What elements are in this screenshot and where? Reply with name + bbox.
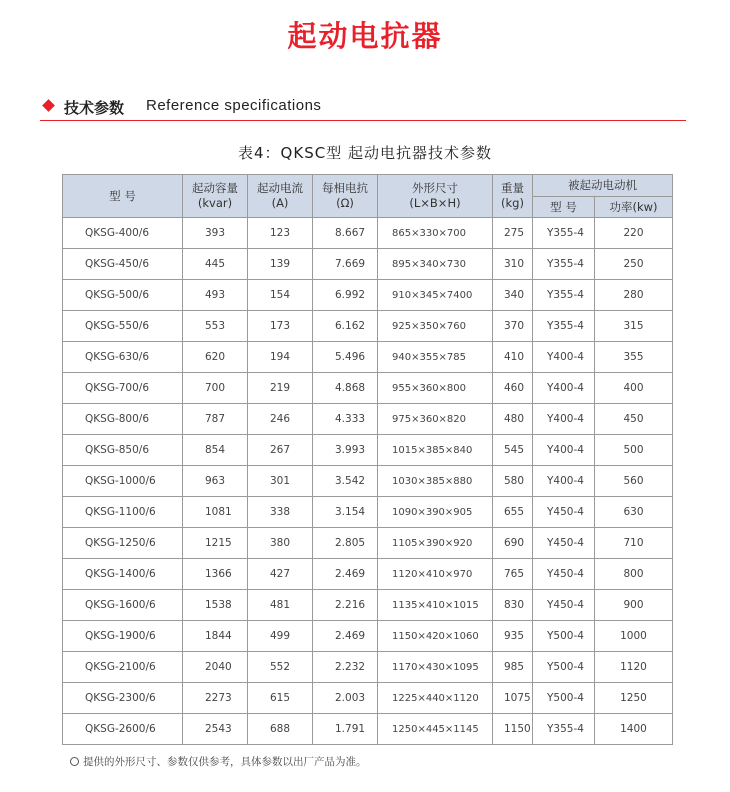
header-size-label: 外形尺寸 (412, 181, 458, 195)
cell-size: 1170×430×1095 (378, 652, 493, 683)
table-row (63, 714, 673, 745)
cell-motor-power: 355 (595, 342, 673, 373)
cell-model: QKSG-400/6 (63, 218, 183, 249)
header-capacity-unit: (kvar) (197, 196, 233, 210)
cell-current: 615 (248, 683, 313, 714)
cell-reactance: 2.469 (313, 559, 378, 590)
table-row (63, 218, 673, 249)
table-row (63, 373, 673, 404)
cell-size: 1150×420×1060 (378, 621, 493, 652)
header-reactance-unit: (Ω) (336, 196, 354, 210)
cell-model: QKSG-2300/6 (63, 683, 183, 714)
cell-reactance: 2.232 (313, 652, 378, 683)
cell-motor-power: 220 (595, 218, 673, 249)
table-row (63, 559, 673, 590)
cell-current: 219 (248, 373, 313, 404)
cell-motor-power: 1000 (595, 621, 673, 652)
table-row (63, 590, 673, 621)
cell-motor-power: 560 (595, 466, 673, 497)
cell-current: 301 (248, 466, 313, 497)
cell-motor-model: Y450-4 (533, 590, 595, 621)
cell-capacity: 1844 (183, 621, 248, 652)
cell-weight: 370 (493, 311, 533, 342)
cell-reactance: 2.003 (313, 683, 378, 714)
spec-table-body (63, 218, 673, 745)
header-reactance-label: 每相电抗 (322, 181, 368, 195)
cell-motor-model: Y500-4 (533, 621, 595, 652)
cell-weight: 1075 (493, 683, 533, 714)
header-model: 型 号 (63, 175, 183, 218)
cell-reactance: 1.791 (313, 714, 378, 745)
cell-model: QKSG-550/6 (63, 311, 183, 342)
cell-motor-model: Y450-4 (533, 559, 595, 590)
table-row (63, 652, 673, 683)
table-row (63, 528, 673, 559)
cell-current: 267 (248, 435, 313, 466)
cell-model: QKSG-850/6 (63, 435, 183, 466)
cell-size: 1120×410×970 (378, 559, 493, 590)
cell-reactance: 6.162 (313, 311, 378, 342)
cell-motor-model: Y450-4 (533, 528, 595, 559)
table-row (63, 249, 673, 280)
cell-size: 910×345×7400 (378, 280, 493, 311)
table-row (63, 435, 673, 466)
footnote-text: 提供的外形尺寸、参数仅供参考，具体参数以出厂产品为准。 (83, 756, 367, 768)
header-current-unit: (A) (271, 196, 289, 210)
cell-reactance: 2.216 (313, 590, 378, 621)
cell-current: 499 (248, 621, 313, 652)
cell-current: 688 (248, 714, 313, 745)
cell-size: 1225×440×1120 (378, 683, 493, 714)
cell-reactance: 5.496 (313, 342, 378, 373)
cell-weight: 690 (493, 528, 533, 559)
cell-motor-model: Y355-4 (533, 714, 595, 745)
cell-capacity: 1366 (183, 559, 248, 590)
cell-model: QKSG-1100/6 (63, 497, 183, 528)
cell-motor-power: 630 (595, 497, 673, 528)
cell-size: 1090×390×905 (378, 497, 493, 528)
cell-current: 246 (248, 404, 313, 435)
cell-capacity: 553 (183, 311, 248, 342)
cell-current: 481 (248, 590, 313, 621)
header-capacity (183, 175, 248, 218)
cell-weight: 310 (493, 249, 533, 280)
header-capacity-label: 起动容量 (192, 181, 238, 195)
cell-model: QKSG-700/6 (63, 373, 183, 404)
cell-model: QKSG-800/6 (63, 404, 183, 435)
cell-size: 975×360×820 (378, 404, 493, 435)
cell-size: 925×350×760 (378, 311, 493, 342)
section-header (40, 96, 686, 121)
cell-reactance: 6.992 (313, 280, 378, 311)
cell-motor-power: 710 (595, 528, 673, 559)
header-motor-model: 型 号 (533, 197, 595, 218)
page-title: 起动电抗器 (287, 19, 443, 53)
cell-motor-model: Y400-4 (533, 373, 595, 404)
cell-motor-power: 1120 (595, 652, 673, 683)
cell-motor-model: Y500-4 (533, 652, 595, 683)
diamond-bullet-icon (42, 99, 55, 112)
header-weight (493, 175, 533, 218)
cell-current: 139 (248, 249, 313, 280)
cell-model: QKSG-500/6 (63, 280, 183, 311)
table-row (63, 466, 673, 497)
header-weight-label: 重量 (501, 181, 524, 195)
cell-capacity: 393 (183, 218, 248, 249)
cell-size: 865×330×700 (378, 218, 493, 249)
cell-current: 338 (248, 497, 313, 528)
cell-size: 1015×385×840 (378, 435, 493, 466)
cell-motor-model: Y355-4 (533, 280, 595, 311)
cell-size: 1250×445×1145 (378, 714, 493, 745)
cell-model: QKSG-1000/6 (63, 466, 183, 497)
cell-capacity: 1215 (183, 528, 248, 559)
cell-capacity: 2273 (183, 683, 248, 714)
header-motor-power: 功率(kw) (595, 197, 673, 218)
header-motor-group: 被起动电动机 (533, 175, 673, 197)
cell-motor-power: 250 (595, 249, 673, 280)
cell-size: 895×340×730 (378, 249, 493, 280)
cell-capacity: 445 (183, 249, 248, 280)
cell-motor-power: 400 (595, 373, 673, 404)
cell-capacity: 1081 (183, 497, 248, 528)
table-row (63, 280, 673, 311)
cell-current: 154 (248, 280, 313, 311)
cell-motor-power: 1250 (595, 683, 673, 714)
cell-size: 1105×390×920 (378, 528, 493, 559)
section-title-cn: 技术参数 (64, 99, 125, 117)
cell-reactance: 3.993 (313, 435, 378, 466)
cell-size: 940×355×785 (378, 342, 493, 373)
cell-capacity: 1538 (183, 590, 248, 621)
cell-reactance: 3.542 (313, 466, 378, 497)
footnote (70, 754, 367, 769)
cell-size: 1030×385×880 (378, 466, 493, 497)
cell-weight: 410 (493, 342, 533, 373)
cell-weight: 830 (493, 590, 533, 621)
cell-model: QKSG-2600/6 (63, 714, 183, 745)
cell-reactance: 2.805 (313, 528, 378, 559)
cell-weight: 480 (493, 404, 533, 435)
cell-motor-model: Y400-4 (533, 342, 595, 373)
cell-model: QKSG-1400/6 (63, 559, 183, 590)
cell-current: 194 (248, 342, 313, 373)
cell-weight: 1150 (493, 714, 533, 745)
table-row (63, 404, 673, 435)
header-size (378, 175, 493, 218)
cell-model: QKSG-1250/6 (63, 528, 183, 559)
cell-motor-model: Y400-4 (533, 404, 595, 435)
header-reactance (313, 175, 378, 218)
cell-motor-power: 500 (595, 435, 673, 466)
cell-model: QKSG-1900/6 (63, 621, 183, 652)
table-row (63, 342, 673, 373)
cell-capacity: 2543 (183, 714, 248, 745)
cell-reactance: 2.469 (313, 621, 378, 652)
header-weight-unit: (kg) (501, 196, 524, 210)
cell-capacity: 2040 (183, 652, 248, 683)
cell-current: 552 (248, 652, 313, 683)
cell-reactance: 4.868 (313, 373, 378, 404)
table-row (63, 683, 673, 714)
cell-motor-power: 1400 (595, 714, 673, 745)
cell-motor-model: Y355-4 (533, 311, 595, 342)
cell-weight: 655 (493, 497, 533, 528)
section-title-en: Reference specifications (146, 97, 322, 114)
cell-motor-power: 450 (595, 404, 673, 435)
cell-weight: 275 (493, 218, 533, 249)
cell-weight: 340 (493, 280, 533, 311)
cell-size: 1135×410×1015 (378, 590, 493, 621)
cell-motor-power: 800 (595, 559, 673, 590)
cell-weight: 580 (493, 466, 533, 497)
cell-motor-model: Y450-4 (533, 497, 595, 528)
cell-weight: 765 (493, 559, 533, 590)
cell-capacity: 963 (183, 466, 248, 497)
cell-model: QKSG-1600/6 (63, 590, 183, 621)
cell-motor-power: 315 (595, 311, 673, 342)
cell-capacity: 700 (183, 373, 248, 404)
cell-reactance: 7.669 (313, 249, 378, 280)
cell-current: 380 (248, 528, 313, 559)
cell-weight: 985 (493, 652, 533, 683)
table-row (63, 497, 673, 528)
cell-current: 173 (248, 311, 313, 342)
cell-weight: 935 (493, 621, 533, 652)
cell-current: 123 (248, 218, 313, 249)
cell-motor-model: Y400-4 (533, 435, 595, 466)
table-row (63, 621, 673, 652)
cell-motor-model: Y400-4 (533, 466, 595, 497)
cell-current: 427 (248, 559, 313, 590)
cell-weight: 460 (493, 373, 533, 404)
cell-capacity: 854 (183, 435, 248, 466)
cell-motor-model: Y355-4 (533, 218, 595, 249)
cell-capacity: 787 (183, 404, 248, 435)
cell-motor-power: 900 (595, 590, 673, 621)
cell-reactance: 4.333 (313, 404, 378, 435)
circle-bullet-icon (70, 757, 79, 766)
header-current-label: 起动电流 (257, 181, 303, 195)
cell-motor-model: Y500-4 (533, 683, 595, 714)
spec-table (62, 174, 673, 745)
cell-motor-power: 280 (595, 280, 673, 311)
cell-model: QKSG-2100/6 (63, 652, 183, 683)
header-current (248, 175, 313, 218)
cell-motor-model: Y355-4 (533, 249, 595, 280)
cell-reactance: 3.154 (313, 497, 378, 528)
cell-reactance: 8.667 (313, 218, 378, 249)
cell-model: QKSG-630/6 (63, 342, 183, 373)
cell-size: 955×360×800 (378, 373, 493, 404)
cell-capacity: 493 (183, 280, 248, 311)
cell-capacity: 620 (183, 342, 248, 373)
cell-weight: 545 (493, 435, 533, 466)
header-size-unit: (L×B×H) (409, 196, 461, 210)
cell-model: QKSG-450/6 (63, 249, 183, 280)
table-caption: 表4：QKSC型 起动电抗器技术参数 (238, 144, 492, 162)
table-row (63, 311, 673, 342)
